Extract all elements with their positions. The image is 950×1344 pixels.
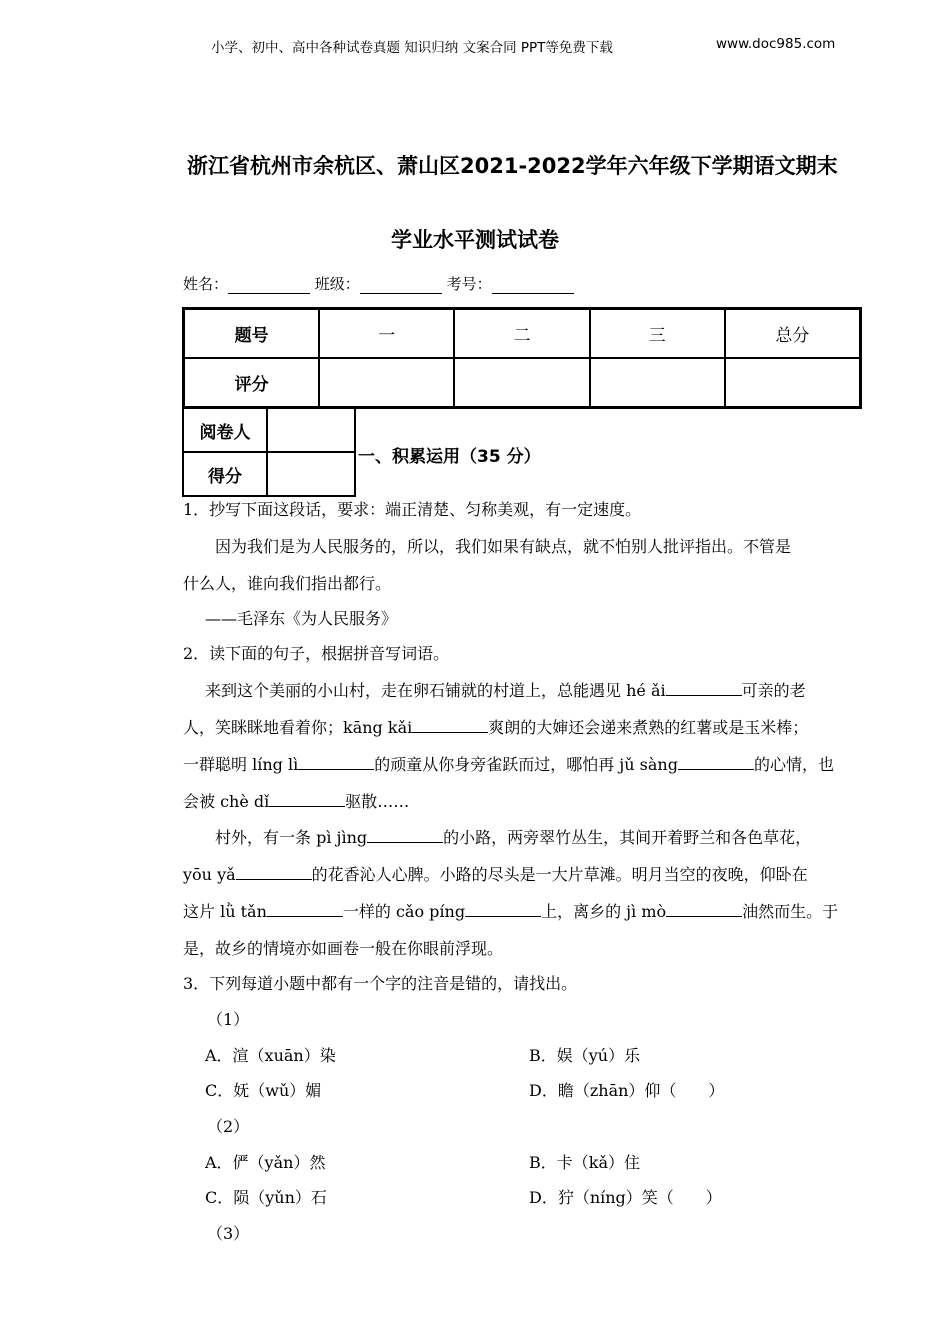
- q2-line-2: [183, 715, 808, 738]
- answer-blank[interactable]: [666, 679, 742, 696]
- q3-option[interactable]: D．瞻（zhān）仰（ ）: [529, 1081, 725, 1100]
- q2-text: 这片 lǜ tǎn: [183, 902, 267, 921]
- score-table-header-row: [184, 309, 860, 358]
- q3-sub-3: （3）: [207, 1224, 250, 1243]
- score-cell[interactable]: [454, 358, 589, 407]
- q2-text: 的心情，也: [753, 755, 834, 774]
- answer-blank[interactable]: [269, 790, 345, 807]
- score-header-cell: 一: [319, 309, 454, 358]
- q2-text: 来到这个美丽的小山村，走在卵石铺就的村道上，总能遇见 hé ǎi: [205, 681, 666, 700]
- q2-text: 可亲的老: [741, 681, 806, 700]
- q3-sub-2: （2）: [207, 1117, 250, 1136]
- q2-prompt: 2．读下面的句子，根据拼音写词语。: [183, 644, 450, 663]
- answer-blank[interactable]: [267, 900, 343, 917]
- reviewer-cell[interactable]: [267, 408, 355, 452]
- q2-text: 一群聪明 líng lì: [183, 755, 299, 774]
- q2-text: 的花香沁人心脾。小路的尽头是一大片草滩。明月当空的夜晚，仰卧在: [311, 865, 808, 884]
- q3-option[interactable]: A．俨（yǎn）然: [205, 1153, 326, 1172]
- q2-text: 的顽童从你身旁雀跃而过，哪怕再 jǔ sàng: [374, 755, 678, 774]
- student-info: [183, 273, 574, 294]
- q2-line-5: [215, 825, 811, 848]
- score-row-label: 评分: [184, 358, 319, 407]
- grader-score-cell[interactable]: [267, 452, 355, 496]
- q3-prompt: 3．下列每道小题中都有一个字的注音是错的，请找出。: [183, 974, 578, 993]
- class-blank[interactable]: [360, 279, 442, 294]
- q2-text: 驱散……: [345, 792, 410, 811]
- doc-title-line1: 浙江省杭州市余杭区、萧山区2021-2022学年六年级下学期语文期末: [187, 154, 838, 178]
- q3-option[interactable]: A．渲（xuān）染: [205, 1046, 336, 1065]
- score-cell[interactable]: [590, 358, 725, 407]
- q2-line-6: [183, 862, 808, 885]
- doc-title-line2: 学业水平测试试卷: [391, 228, 559, 252]
- score-cell[interactable]: [319, 358, 454, 407]
- q3-sub-1: （1）: [207, 1010, 250, 1029]
- q2-text: yōu yǎ: [183, 865, 236, 884]
- score-header-cell: 三: [590, 309, 725, 358]
- grader-table: [182, 407, 356, 497]
- score-cell[interactable]: [725, 358, 860, 407]
- name-blank[interactable]: [228, 279, 310, 294]
- answer-blank[interactable]: [678, 753, 754, 770]
- answer-blank[interactable]: [236, 863, 312, 880]
- q2-line-7: [183, 899, 838, 922]
- grader-score-label: 得分: [183, 452, 267, 496]
- score-table-row: [184, 358, 860, 407]
- q2-text: 的小路，两旁翠竹丛生，其间开着野兰和各色草花，: [443, 828, 812, 847]
- score-header-cell: 二: [454, 309, 589, 358]
- q3-option[interactable]: D．狞（níng）笑（ ）: [529, 1188, 722, 1207]
- q2-text: 油然而生。于: [742, 902, 839, 921]
- q1-text-a: 因为我们是为人民服务的，所以，我们如果有缺点，就不怕别人批评指出。不管是: [215, 537, 792, 556]
- score-header-cell: 题号: [184, 309, 319, 358]
- reviewer-label: 阅卷人: [183, 408, 267, 452]
- answer-blank[interactable]: [666, 900, 742, 917]
- score-header-cell: 总分: [725, 309, 860, 358]
- header-site-link[interactable]: www.doc985.com: [716, 36, 836, 52]
- class-label: 班级：: [314, 275, 360, 293]
- q2-line-4: [183, 789, 409, 812]
- answer-blank[interactable]: [367, 826, 443, 843]
- q3-option[interactable]: C．陨（yǔn）石: [205, 1188, 327, 1207]
- q2-text: 村外，有一条 pì jìng: [215, 828, 368, 847]
- exam-no-blank[interactable]: [492, 279, 574, 294]
- q2-text: 上，离乡的 jì mò: [541, 902, 667, 921]
- q2-text: 爽朗的大婶还会递来煮熟的红薯或是玉米棒；: [488, 718, 809, 737]
- exam-no-label: 考号：: [446, 275, 492, 293]
- answer-blank[interactable]: [465, 900, 541, 917]
- q2-line-3: [183, 752, 834, 775]
- q1-prompt: 1．抄写下面这段话，要求：端正清楚、匀称美观，有一定速度。: [183, 500, 642, 519]
- section-heading: 一、积累运用（35 分）: [358, 447, 541, 467]
- q3-option[interactable]: B．娱（yú）乐: [529, 1046, 641, 1065]
- answer-blank[interactable]: [298, 753, 374, 770]
- q1-source: ——毛泽东《为人民服务》: [205, 609, 398, 628]
- q3-option[interactable]: C．妩（wǔ）媚: [205, 1081, 322, 1100]
- score-table: [182, 307, 862, 409]
- q2-text: 人，笑眯眯地看着你；kāng kǎi: [183, 718, 413, 737]
- name-label: 姓名：: [183, 275, 229, 293]
- q2-text: 会被 chè dǐ: [183, 792, 270, 811]
- header-text: 小学、初中、高中各种试卷真题 知识归纳 文案合同 PPT等免费下载: [211, 40, 613, 56]
- answer-blank[interactable]: [412, 716, 488, 733]
- q2-line-1: [205, 678, 806, 701]
- q3-option[interactable]: B．卡（kǎ）住: [529, 1153, 640, 1172]
- q1-text-b: 什么人，谁向我们指出都行。: [183, 574, 392, 593]
- q2-text: 一样的 cǎo píng: [342, 902, 466, 921]
- q2-line-8: 是，故乡的情境亦如画卷一般在你眼前浮现。: [183, 939, 504, 958]
